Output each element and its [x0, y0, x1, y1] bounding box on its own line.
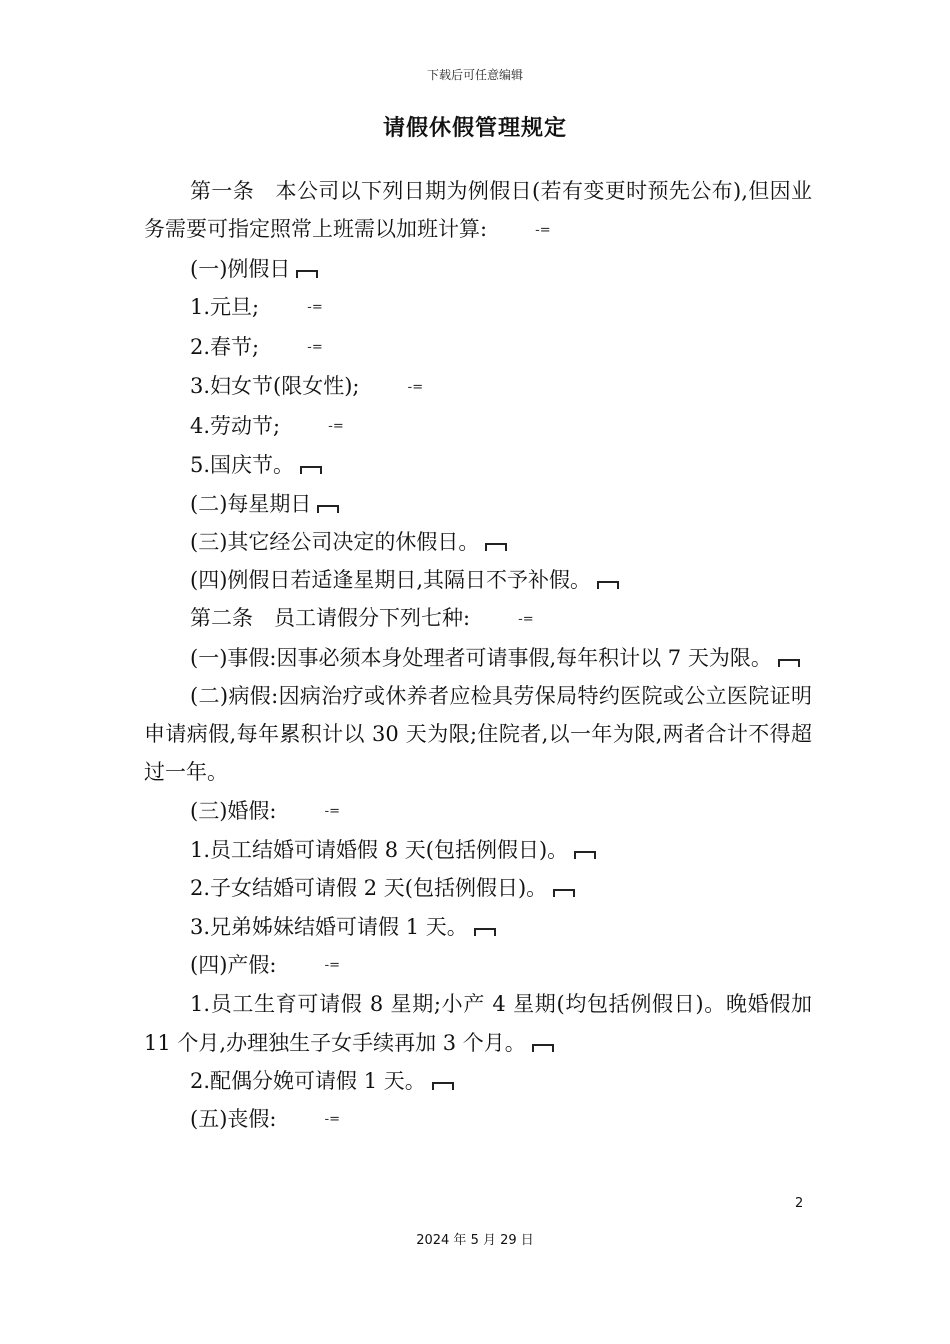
paragraph-mark-icon — [597, 581, 619, 589]
header-note: 下载后可任意编辑 — [426, 68, 523, 82]
paragraph-text: 3.兄弟姊妹结婚可请假 1 天。 — [190, 914, 468, 939]
line-end-mark: -= — [307, 300, 323, 316]
footer-date: 2024 年 5 月 29 日 — [416, 1233, 534, 1248]
paragraph — [144, 523, 812, 561]
paragraph-text: (五)丧假: — [190, 1107, 277, 1131]
paragraph-text: (二)病假:因病治疗或休养者应检具劳保局特约医院或公立医院证明申请病假,每年累积计以 30 天为限;住院者,以一年为限,两者合计不得超过一年。 — [144, 683, 812, 785]
paragraph-text: 第一条 本公司以下列日期为例假日(若有变更时预先公布),但因业务需要可指定照常上班需以加班计算: — [144, 179, 812, 242]
paragraph-mark-icon — [574, 851, 596, 859]
paragraph — [144, 407, 812, 447]
paragraph-text: 1.元旦; — [190, 295, 260, 319]
line-end-mark: -= — [324, 803, 341, 819]
paragraph-text: 5.国庆节。 — [190, 453, 295, 478]
paragraph — [144, 328, 812, 368]
paragraph-mark-icon — [296, 270, 318, 278]
paragraph-text: 1.员工生育可请假 8 星期;小产 4 星期(均包括例假日)。晚婚假加 11 个月,办理独生子女手续再加 3 个月。 — [144, 992, 812, 1055]
paragraph — [144, 639, 812, 677]
line-end-mark: -= — [324, 1112, 341, 1128]
paragraph-text: 1.员工结婚可请婚假 8 天(包括例假日)。 — [190, 838, 569, 863]
page-number: 2 — [795, 1196, 804, 1211]
paragraph-mark-icon — [485, 543, 507, 551]
line-end-mark: -= — [307, 339, 323, 355]
paragraph-mark-icon — [432, 1082, 454, 1090]
paragraph — [144, 599, 812, 639]
paragraph-mark-icon — [532, 1044, 554, 1052]
paragraph-text: 第二条 员工请假分下列七种: — [190, 606, 471, 631]
paragraph-text: (三)婚假: — [190, 798, 277, 823]
paragraph-text: 3.妇女节(限女性); — [190, 374, 360, 399]
paragraph-text: 2.配偶分娩可请假 1 天。 — [190, 1068, 426, 1093]
paragraph-mark-icon — [474, 928, 496, 936]
line-end-mark: -= — [535, 222, 551, 238]
paragraph-text: (一)事假:因事必须本身处理者可请事假,每年积计以 7 天为限。 — [190, 645, 772, 670]
line-end-mark: -= — [328, 419, 344, 435]
paragraph-text: (三)其它经公司决定的休假日。 — [190, 529, 480, 554]
paragraph-text: 2.春节; — [190, 334, 260, 359]
document-title: 请假休假管理规定 — [382, 116, 567, 141]
paragraph — [144, 446, 812, 484]
paragraph-mark-icon — [778, 659, 800, 667]
paragraph-text: (四)例假日若适逢星期日,其隔日不予补假。 — [190, 567, 592, 592]
paragraph-mark-icon — [317, 505, 339, 513]
paragraph — [144, 288, 812, 328]
paragraph — [144, 792, 812, 832]
paragraph-text: (四)产假: — [190, 952, 277, 977]
paragraph — [144, 946, 812, 986]
paragraph-text: 2.子女结婚可请假 2 天(包括例假日)。 — [190, 876, 548, 901]
paragraph-mark-icon — [553, 889, 575, 897]
paragraph-text: (二)每星期日 — [190, 491, 312, 516]
paragraph — [144, 1100, 812, 1140]
paragraph — [144, 1062, 812, 1100]
paragraph — [144, 985, 812, 1061]
paragraph-text: (一)例假日 — [190, 256, 291, 281]
paragraph — [144, 367, 812, 407]
paragraph — [144, 677, 812, 792]
paragraph — [144, 485, 812, 523]
document-body — [144, 172, 812, 1140]
paragraph-text: 4.劳动节; — [190, 413, 281, 438]
line-end-mark: -= — [518, 611, 534, 627]
paragraph — [144, 250, 812, 288]
paragraph-mark-icon — [300, 466, 322, 474]
paragraph — [144, 831, 812, 869]
paragraph — [144, 908, 812, 946]
paragraph — [144, 172, 812, 250]
line-end-mark: -= — [407, 379, 424, 395]
paragraph — [144, 561, 812, 599]
paragraph — [144, 869, 812, 907]
line-end-mark: -= — [324, 958, 341, 974]
